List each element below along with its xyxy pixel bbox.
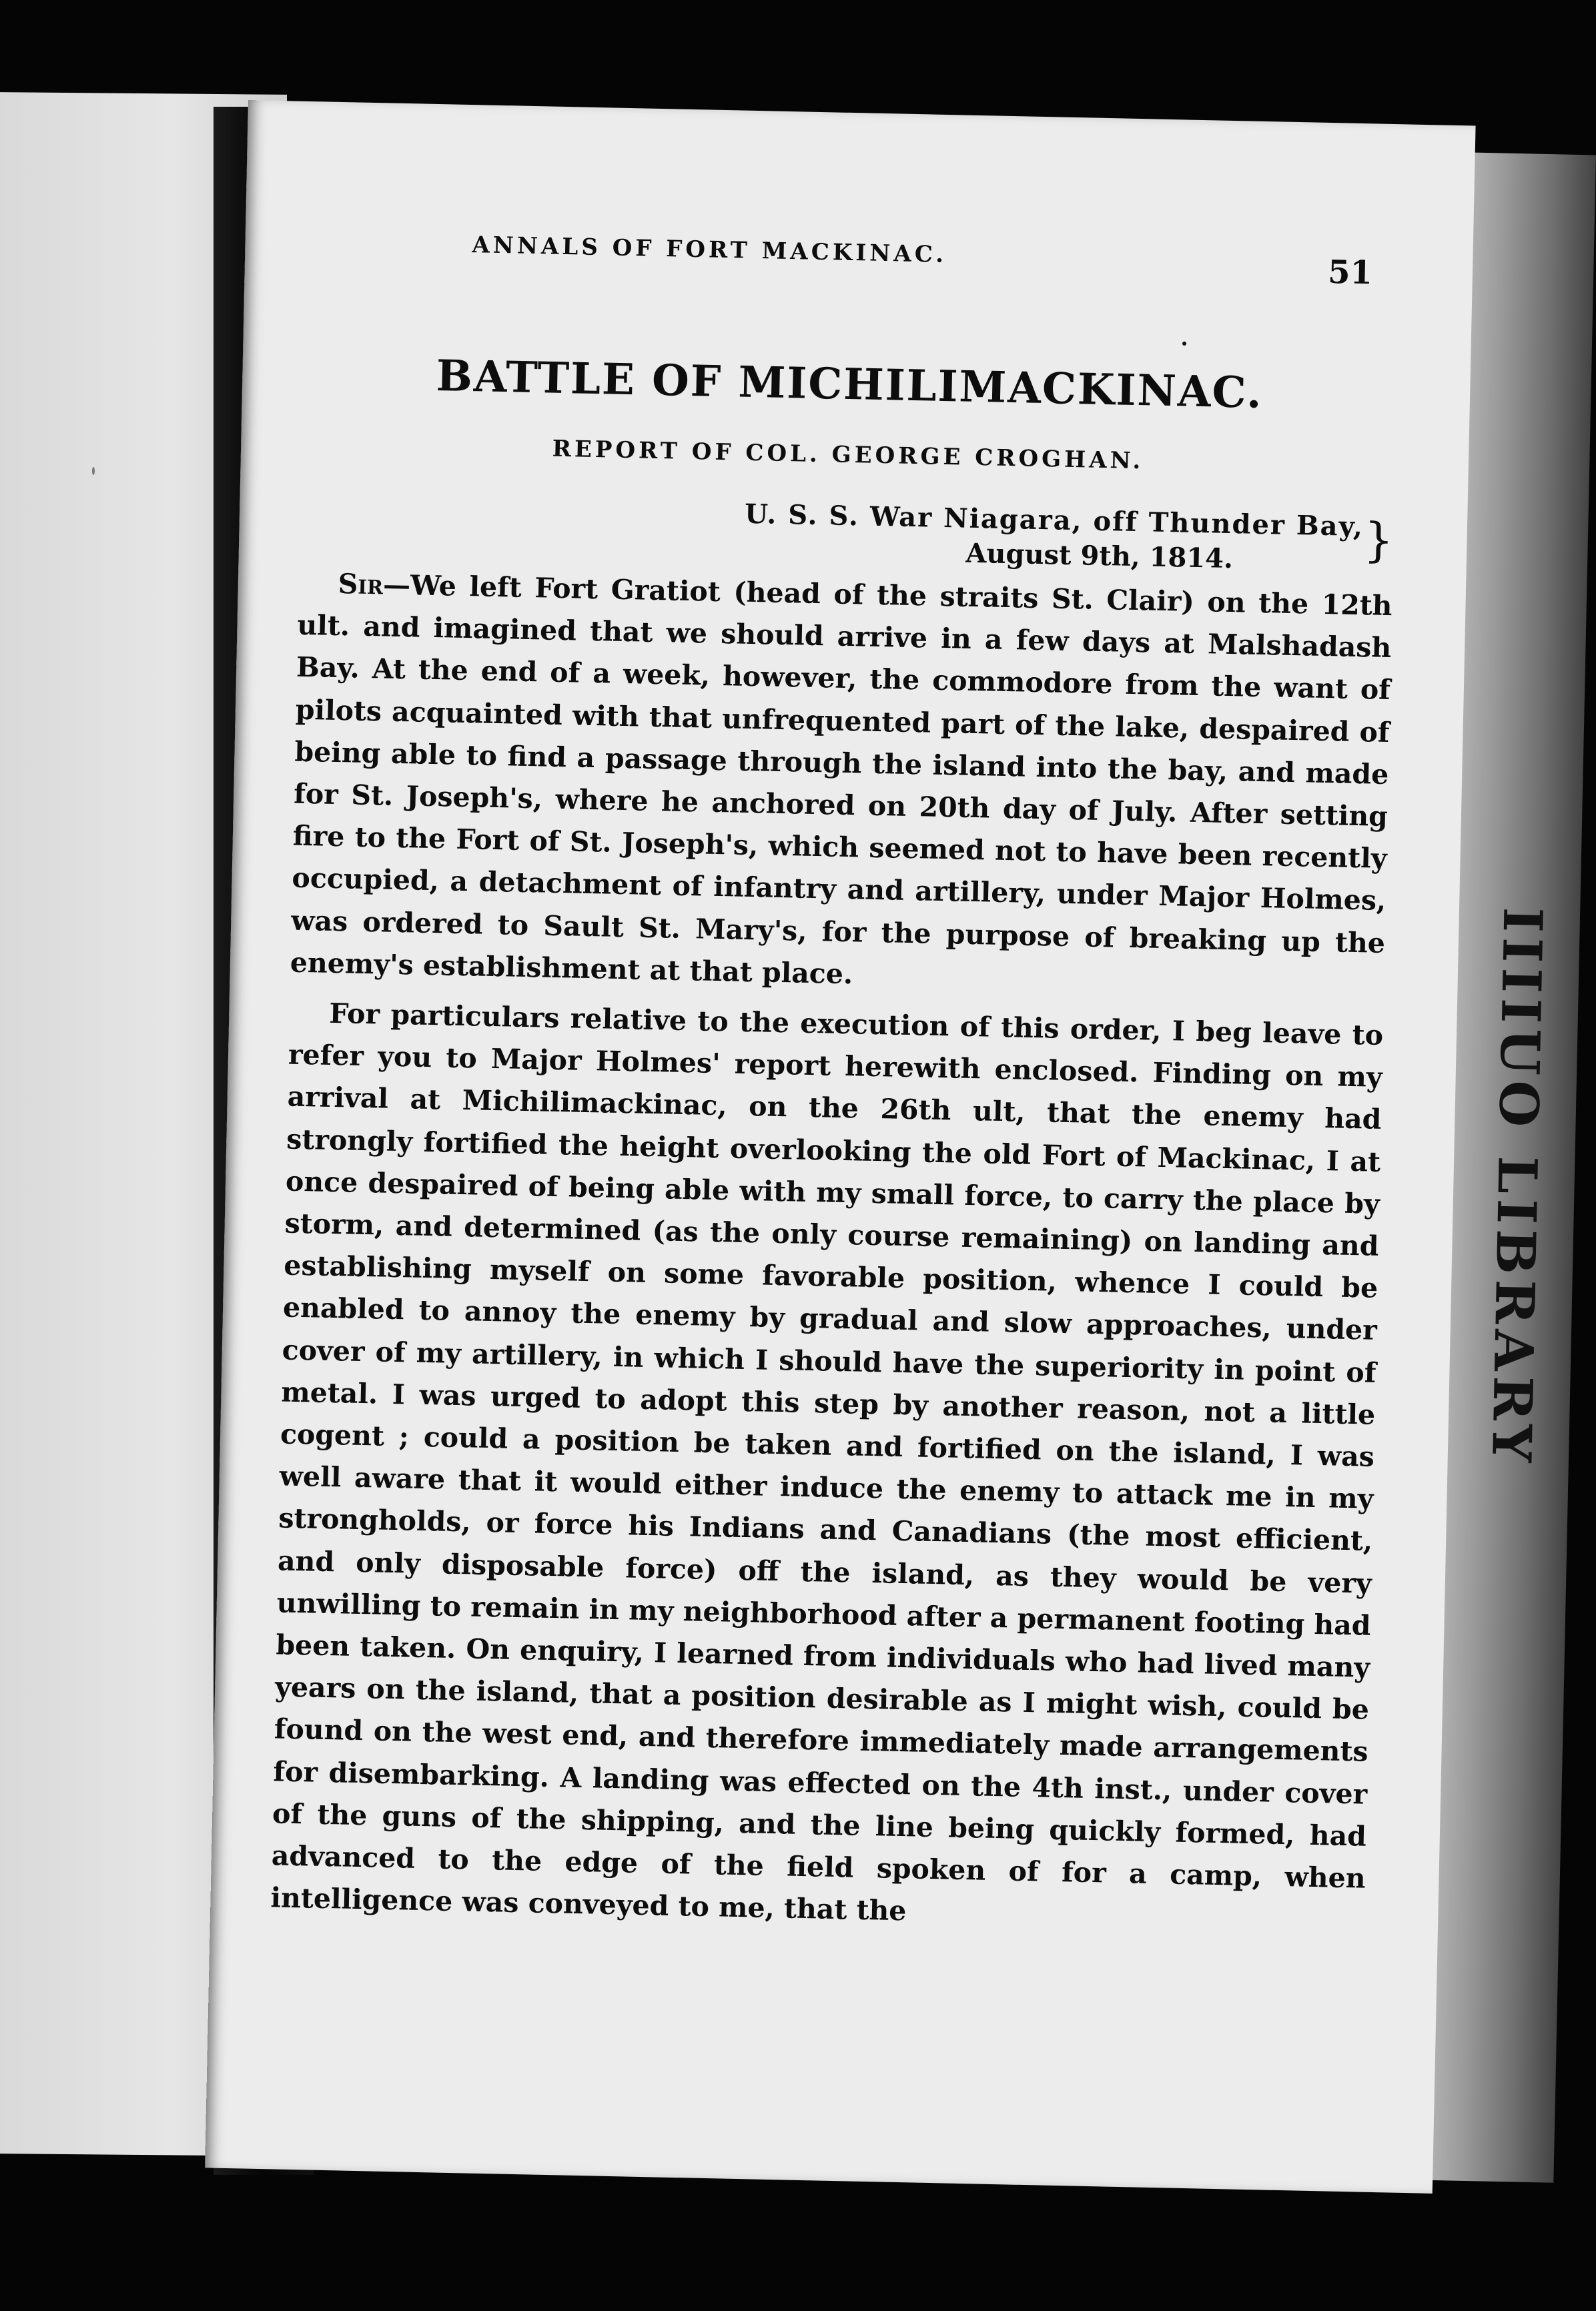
salutation: Sir <box>338 567 384 601</box>
scan-speck <box>1182 342 1186 346</box>
page-content <box>270 228 1400 1942</box>
dateline-date: August 9th, 1814. <box>965 537 1234 575</box>
article-title: BATTLE OF MICHILIMACKINAC. <box>436 351 1264 418</box>
running-head <box>305 228 1400 298</box>
page-number: 51 <box>1327 253 1373 292</box>
library-edge-stamp: IIIIUO LIBRARY <box>1479 907 1555 1468</box>
paragraph-1 <box>290 562 1392 1007</box>
article-subtitle: REPORT OF COL. GEORGE CROGHAN. <box>552 435 1144 475</box>
running-head-title: ANNALS OF FORT MACKINAC. <box>472 232 947 268</box>
scan-speck <box>92 467 95 475</box>
dateline-place: U. S. S. War Niagara, off Thunder Bay, <box>744 498 1364 543</box>
book-page <box>205 100 1476 2194</box>
dateline-brace: } <box>1363 512 1394 568</box>
paragraph-1-text: —We left Fort Gratiot (head of the straits St. Clair) on the 12th ult. and imagined that we should arrive in a few days at Malshadash Bay. At the end of a week, however, the commodore from the want of pilots acquainted with that unfrequented part of the lake, despaired of being able to find a passage through the island into the bay, and made for St. Joseph's, where he anchored on 20th day of July. After setting fire to the Fort of St. Joseph's, which seemed not to have been recently occupied, a detachment of infantry and artillery, under Major Holmes, was ordered to Sault St. Mary's, for the purpose of breaking up the enemy's establishment at that place. <box>290 568 1393 991</box>
paragraph-2: For particulars relative to the execution of this order, I beg leave to refer you to Major Holmes' report herewith enclosed. Finding on my arrival at Michilimackinac, on the 26th ult, that the enemy had strongly fortified the height overlooking the old Fort of Mackinac, I at once despaired of being able with my small force, to carry the place by storm, and determined (as the only course remaining) on landing and establishing myself on some favorable position, whence I could be enabled to annoy the enemy by gradual and slow approaches, under cover of my artillery, in which I should have the superiority in point of metal. I was urged to adopt this step by another reason, not a little cogent ; could a position be taken and fortified on the island, I was well aware that it would either induce the enemy to attack me in my strongholds, or force his Indians and Canadians (the most efficient, and only disposable force) off the island, as they would be very unwilling to remain in my neighborhood after a permanent footing had been taken. On enquiry, I learned from individuals who had lived many years on the island, that a position desirable as I might wish, could be found on the west end, and therefore immediately made arrangements for disembarking. A landing was effected on the 4th inst., under cover of the guns of the shipping, and the line being quickly formed, had advanced to the edge of the field spoken of for a camp, when intelligence was conveyed to me, that the <box>270 997 1384 1927</box>
